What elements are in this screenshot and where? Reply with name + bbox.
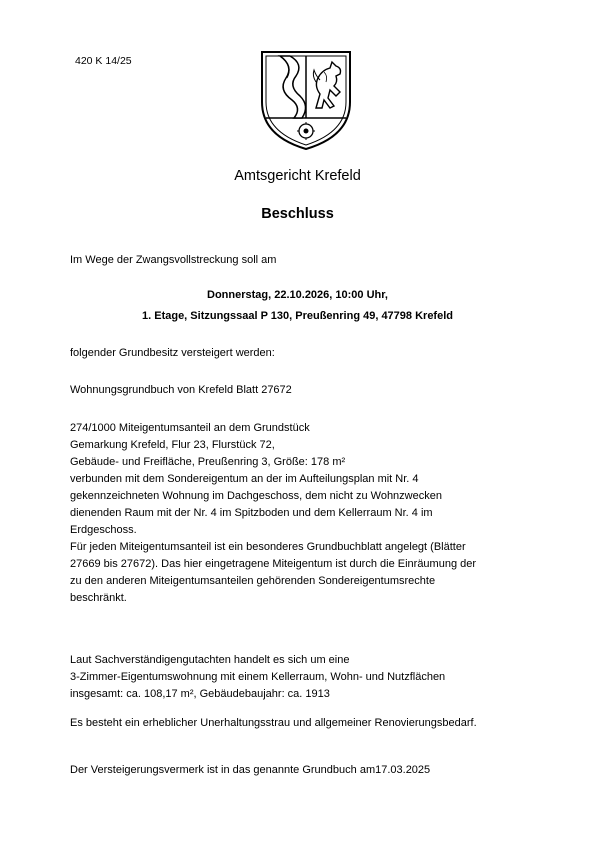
appraisal-line: insgesamt: ca. 108,17 m², Gebäudebaujahr: ca. 1913 (70, 688, 330, 700)
nrw-coat-of-arms-icon (258, 46, 354, 152)
description-line: gekennzeichneten Wohnung im Dachgeschoss, dem nicht zu Wohnzwecken (70, 490, 442, 502)
property-intro: folgender Grundbesitz versteigert werden: (70, 347, 275, 359)
appraisal-text (70, 652, 445, 703)
appraisal-line: 3-Zimmer-Eigentumswohnung mit einem Kellerraum, Wohn- und Nutzflächen (70, 671, 446, 683)
description-line: Gemarkung Krefeld, Flur 23, Flurstück 72, (70, 439, 275, 451)
description-line: Für jeden Miteigentumsanteil ist ein besonderes Grundbuchblatt angelegt (Blätter (70, 541, 466, 553)
description-line: Erdgeschoss. (70, 524, 137, 536)
description-line: verbunden mit dem Sondereigentum an der im Aufteilungsplan mit Nr. 4 (70, 473, 419, 485)
land-register: Wohnungsgrundbuch von Krefeld Blatt 27672 (70, 384, 292, 396)
description-line: beschränkt. (70, 592, 127, 604)
file-number: 420 K 14/25 (75, 55, 132, 67)
auction-date: Donnerstag, 22.10.2026, 10:00 Uhr, (207, 289, 388, 301)
description-line: dienenden Raum mit der Nr. 4 im Spitzboden und dem Kellerraum Nr. 4 im (70, 507, 433, 519)
condition-text: Es besteht ein erheblicher Unerhaltungsstrau und allgemeiner Renovierungsbedarf. (70, 717, 477, 729)
registration-text: Der Versteigerungsvermerk ist in das genannte Grundbuch am17.03.2025 (70, 764, 431, 776)
description-line: 27669 bis 27672). Das hier eingetragene Miteigentum ist durch die Einräumung der (70, 558, 477, 570)
appraisal-line: Laut Sachverständigengutachten handelt es sich um eine (70, 654, 350, 666)
decision-title: Beschluss (261, 206, 334, 222)
description-line: 274/1000 Miteigentumsanteil an dem Grundstück (70, 422, 310, 434)
auction-location: 1. Etage, Sitzungssaal P 130, Preußenring 49, 47798 Krefeld (142, 310, 453, 322)
intro-text: Im Wege der Zwangsvollstreckung soll am (70, 254, 277, 266)
description-line: zu den anderen Miteigentumsanteilen gehörenden Sondereigentumsrechte (70, 575, 436, 587)
description-line: Gebäude- und Freifläche, Preußenring 3, Größe: 178 m² (70, 456, 346, 468)
court-name: Amtsgericht Krefeld (234, 168, 361, 184)
property-description (70, 420, 476, 607)
